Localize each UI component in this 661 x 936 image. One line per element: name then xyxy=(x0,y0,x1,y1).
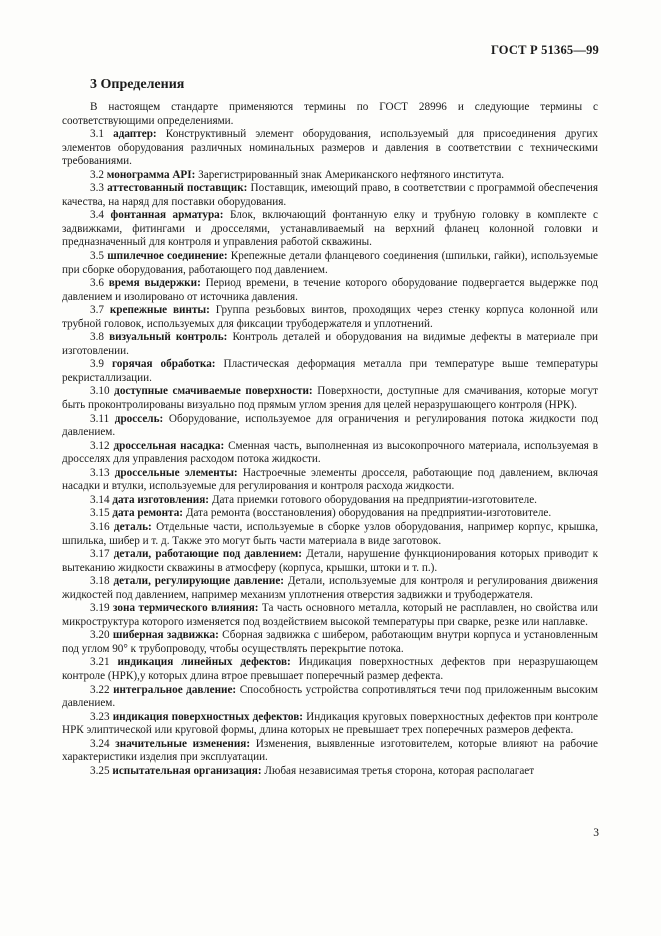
document-code: ГОСТ Р 51365—99 xyxy=(490,43,599,57)
definition-item xyxy=(62,358,598,385)
definition-item xyxy=(62,209,598,250)
definition-number: 3.10 xyxy=(90,385,110,398)
definition-item xyxy=(62,656,598,683)
definition-text: Поставщик, имеющий право, в соответствии с программой обеспечения качества, на наряд для поставки оборудования. xyxy=(62,182,599,208)
definition-item xyxy=(62,738,598,765)
definition-number: 3.21 xyxy=(90,656,110,669)
definition-number: 3.16 xyxy=(90,520,110,533)
definition-item xyxy=(62,331,598,358)
definition-number: 3.9 xyxy=(90,358,104,371)
definition-term: детали, регулирующие давление: xyxy=(113,575,285,588)
definition-item xyxy=(62,169,598,183)
definition-item xyxy=(62,494,598,508)
definition-text: Та часть основного металла, который не расплавлен, но свойства или микроструктура которого изменяется под воздействием высокой температуры при сварке, резке или наплавке. xyxy=(62,602,599,628)
definition-term: детали, работающие под давлением: xyxy=(113,548,303,561)
definition-text: Зарегистрированный знак Американского нефтяного института. xyxy=(198,168,505,181)
definition-item xyxy=(62,521,598,548)
definition-number: 3.24 xyxy=(90,737,110,750)
definition-number: 3.8 xyxy=(90,331,104,344)
definition-item xyxy=(62,440,598,467)
definition-item xyxy=(62,304,598,331)
definition-text: Поверхности, доступные для смачивания, которые могут быть проконтролированы визуально под прямым углом зрения для целей неразрушающего контроля (НРК). xyxy=(62,385,598,412)
definition-term: дата ремонта: xyxy=(112,507,184,520)
definition-text: Настроечные элементы дросселя, работающие под давлением, включая насадки и втулки, используемые для регулирования и контроля расхода жидкости. xyxy=(62,466,599,493)
definition-item xyxy=(62,467,598,494)
definition-number: 3.23 xyxy=(90,710,110,723)
definition-text: Детали, используемые для контроля и регулирования движения жидкостей под давлением, например механизм уплотнения отверстия задвижки и трубодержателя. xyxy=(62,575,599,601)
definition-number: 3.13 xyxy=(90,466,110,479)
definition-text: Дата приемки готового оборудования на предприятии-изготовителе. xyxy=(211,493,537,506)
definition-term: фонтанная арматура: xyxy=(110,209,224,222)
definition-term: шпилечное соединение: xyxy=(107,250,228,263)
definition-number: 3.4 xyxy=(90,209,104,222)
definition-number: 3.14 xyxy=(90,493,110,506)
definition-text: Пластическая деформация металла при температуре выше температуры рекристаллизации. xyxy=(62,358,598,384)
definition-number: 3.25 xyxy=(90,764,110,777)
definition-term: зона термического влияния: xyxy=(113,602,259,615)
definition-text: Любая независимая третья сторона, которая располагает xyxy=(264,764,535,777)
definition-number: 3.3 xyxy=(90,182,104,195)
definition-term: дроссельная насадка: xyxy=(113,439,225,452)
definition-term: дата изготовления: xyxy=(112,493,210,506)
definition-item xyxy=(62,765,598,779)
definition-item xyxy=(62,413,598,440)
definition-term: шиберная задвижка: xyxy=(112,629,219,642)
definition-item xyxy=(62,684,598,711)
definition-number: 3.12 xyxy=(90,439,110,452)
definition-number: 3.20 xyxy=(90,629,110,642)
definition-item xyxy=(62,602,598,629)
definition-term: дроссель: xyxy=(114,412,164,425)
definition-number: 3.18 xyxy=(90,575,110,588)
definition-text: Дата ремонта (восстановления) оборудования на предприятии-изготовителе. xyxy=(185,507,552,520)
definition-term: горячая обработка: xyxy=(111,358,216,371)
definition-term: испытательная организация: xyxy=(112,764,262,777)
definition-term: деталь: xyxy=(113,520,152,533)
definition-text: Детали, нарушение функционирования которых приводит к вытеканию жидкости скважины в атмосферу (корпуса, крышки, штоки и т. п.). xyxy=(62,548,599,574)
definitions-list xyxy=(62,128,598,778)
definition-number: 3.5 xyxy=(90,250,104,263)
definition-text: Оборудование, используемое для ограничения и регулирования потока жидкости под давлением. xyxy=(62,412,599,439)
definition-item xyxy=(62,711,598,738)
definition-text: Контроль деталей и оборудования на видимые дефекты в материале при изготовлении. xyxy=(62,331,599,357)
definition-term: монограмма API: xyxy=(106,168,196,181)
intro-paragraph: В настоящем стандарте применяются термины по ГОСТ 28996 и следующие термины с соответствующими определениями. xyxy=(62,101,598,127)
definition-text: Период времени, в течение которого оборудование подвергается выдержке под давлением и изолировано от источника давления. xyxy=(62,277,598,303)
definition-number: 3.19 xyxy=(90,602,110,615)
definition-item xyxy=(62,629,598,656)
definition-term: индикация поверхностных дефектов: xyxy=(112,710,304,723)
definition-number: 3.1 xyxy=(90,128,104,141)
definition-number: 3.11 xyxy=(90,412,110,425)
definition-term: визуальный контроль: xyxy=(109,331,228,344)
definition-number: 3.15 xyxy=(90,507,110,520)
definition-term: индикация линейных дефектов: xyxy=(117,656,291,669)
definition-text: Индикация круговых поверхностных дефектов при контроле НРК элиптической или круговой формы, длина которых не превышает трех поперечных размеров дефекта. xyxy=(62,710,599,737)
definition-term: интегральное давление: xyxy=(113,683,237,696)
definition-text: Изменения, выявленные изготовителем, которые влияют на рабочие характеристики изделия при эксплуатации. xyxy=(62,737,598,764)
definition-term: аттестованный поставщик: xyxy=(107,182,248,195)
definition-term: доступные смачиваемые поверхности: xyxy=(114,385,313,398)
definition-term: значительные изменения: xyxy=(115,737,251,750)
definition-item xyxy=(62,548,598,575)
definition-number: 3.22 xyxy=(90,683,110,696)
definition-text: Способность устройства сопротивляться течи под приложенным высоким давлением. xyxy=(62,683,598,710)
section-title: 3 Определения xyxy=(90,77,185,92)
definition-term: крепежные винты: xyxy=(109,304,210,317)
definition-text: Индикация поверхностных дефектов при неразрушающем контроле (НРК),у которых длина втрое превышает поперечный размер дефекта. xyxy=(62,656,598,682)
definition-item xyxy=(62,128,598,169)
definition-text: Группа резьбовых винтов, проходящих через стенку корпуса колонной или трубной головок, используемых для фиксации трубодержателя и уплотнений. xyxy=(62,304,598,330)
definition-text: Сборная задвижка с шибером, работающим внутри корпуса и установленным под углом 90° к трубопроводу, чтобы осуществлять перекрытие потока. xyxy=(62,629,598,655)
definition-item xyxy=(62,575,598,602)
definition-text: Блок, включающий фонтанную елку и трубную головку в комплекте с задвижками, фитингами и дросселями, устанавливаемый на верхний фланец колонной головки и предназначенный для контроля и управления работой скважины. xyxy=(62,209,598,249)
page-number: 3 xyxy=(593,827,599,839)
definition-item xyxy=(62,507,598,521)
definitions-body xyxy=(62,101,598,778)
definition-term: дроссельные элементы: xyxy=(114,466,238,479)
definition-number: 3.7 xyxy=(90,304,104,317)
definition-item xyxy=(62,182,598,209)
definition-text: Крепежные детали фланцевого соединения (шпильки, гайки), используемые при сборке оборудования, работающего под давлением. xyxy=(62,250,599,276)
definition-number: 3.2 xyxy=(90,168,104,181)
definition-text: Отдельные части, используемые в сборке узлов оборудования, например корпус, крышка, шпилька, шибер и т. д. Также это могут быть части материала в виде заготовок. xyxy=(62,520,599,547)
definition-text: Сменная часть, выполненная из высокопрочного материала, используемая в дросселях для управления расходом потока жидкости. xyxy=(62,439,598,466)
definition-number: 3.17 xyxy=(90,548,110,561)
definition-text: Конструктивный элемент оборудования, используемый для присоединения других элементов оборудования различных номинальных размеров и давления в соответствии с техническими требованиями. xyxy=(62,128,598,168)
definition-item xyxy=(62,250,598,277)
definition-number: 3.6 xyxy=(90,277,104,290)
definition-term: адаптер: xyxy=(113,128,157,141)
definition-term: время выдержки: xyxy=(108,277,201,290)
definition-item xyxy=(62,277,598,304)
definition-item xyxy=(62,385,598,412)
